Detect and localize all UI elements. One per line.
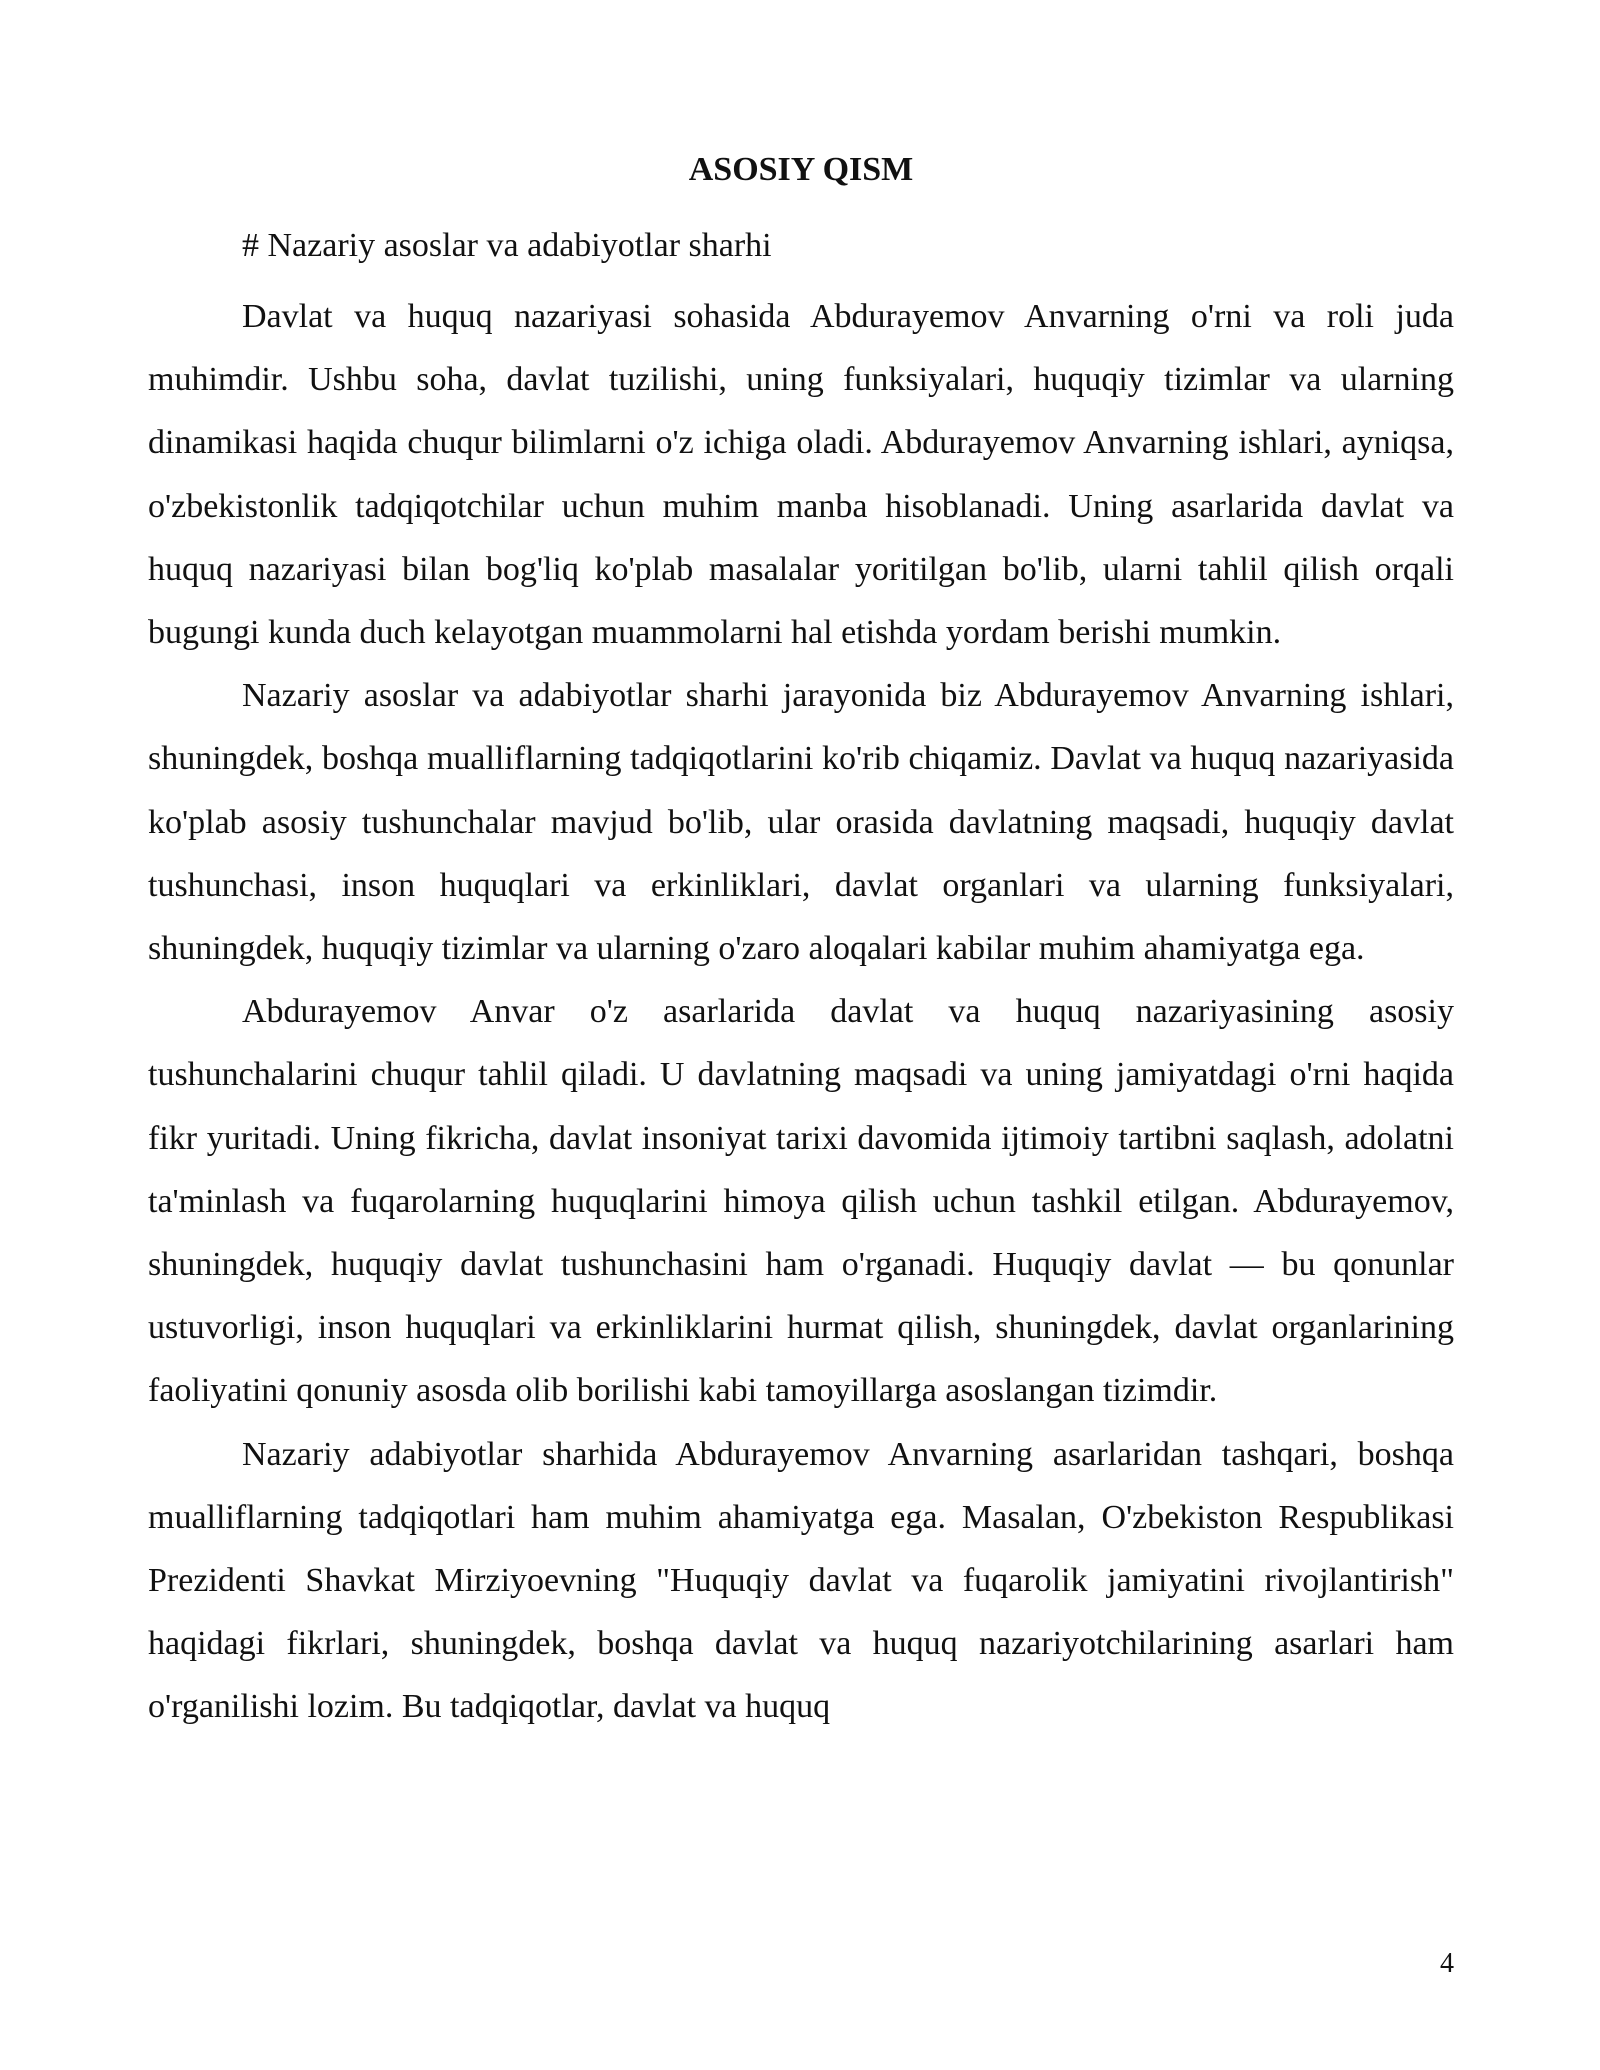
paragraph-3: Abdurayemov Anvar o'z asarlarida davlat va huquq nazariyasining asosiy tushunchalarini chuqur tahlil qiladi. U davlatning maqsadi va uning jamiyatdagi o'rni haqida fikr yuritadi. Uning fikricha, davlat insoniyat tarixi davomida ijtimoiy tartibni saqlash, adolatni ta'minlash va fuqarolarning huquqlarini himoya qilish uchun tashkil etilgan. Abdurayemov, shuningdek, huquqiy davlat tushunchasini ham o'rganadi. Huquqiy davlat — bu qonunlar ustuvorligi, inson huquqlari va erkinliklarini hurmat qilish, shuningdek, davlat organlarining faoliyatini qonuniy asosda olib borilishi kabi tamoyillarga asoslangan tizimdir. [148, 993, 1454, 1410]
body-text [148, 285, 1454, 1739]
paragraph-1: Davlat va huquq nazariyasi sohasida Abdurayemov Anvarning o'rni va roli juda muhimdir. Ushbu soha, davlat tuzilishi, uning funksiyalari, huquqiy tizimlar va ularning dinamikasi haqida chuqur bilimlarni o'z ichiga oladi. Abdurayemov Anvarning ishlari, ayniqsa, o'zbekistonlik tadqiqotchilar uchun muhim manba hisoblanadi. Uning asarlarida davlat va huquq nazariyasi bilan bog'liq ko'plab masalalar yoritilgan bo'lib, ularni tahlil qilish orqali bugungi kunda duch kelayotgan muammolarni hal etishda yordam berishi mumkin. [148, 298, 1454, 652]
page-number: 4 [1440, 1948, 1454, 1979]
subsection-heading: # Nazariy asoslar va adabiyotlar sharhi [242, 227, 772, 264]
paragraph-2: Nazariy asoslar va adabiyotlar sharhi jarayonida biz Abdurayemov Anvarning ishlari, shuningdek, boshqa mualliflarning tadqiqotlarini ko'rib chiqamiz. Davlat va huquq nazariyasida ko'plab asosiy tushunchalar mavjud bo'lib, ular orasida davlatning maqsadi, huquqiy davlat tushunchasi, inson huquqlari va erkinliklari, davlat organlari va ularning funksiyalari, shuningdek, huquqiy tizimlar va ularning o'zaro aloqalari kabilar muhim ahamiyatga ega. [148, 677, 1454, 968]
paragraph-4: Nazariy adabiyotlar sharhida Abdurayemov Anvarning asarlaridan tashqari, boshqa mualliflarning tadqiqotlari ham muhim ahamiyatga ega. Masalan, O'zbekiston Respublikasi Prezidenti Shavkat Mirziyoevning "Huquqiy davlat va fuqarolik jamiyatini rivojlantirish" haqidagi fikrlari, shuningdek, boshqa davlat va huquq nazariyotchilarining asarlari ham o'rganilishi lozim. Bu tadqiqotlar, davlat va huquq [148, 1435, 1454, 1726]
section-heading: ASOSIY QISM [688, 151, 914, 188]
